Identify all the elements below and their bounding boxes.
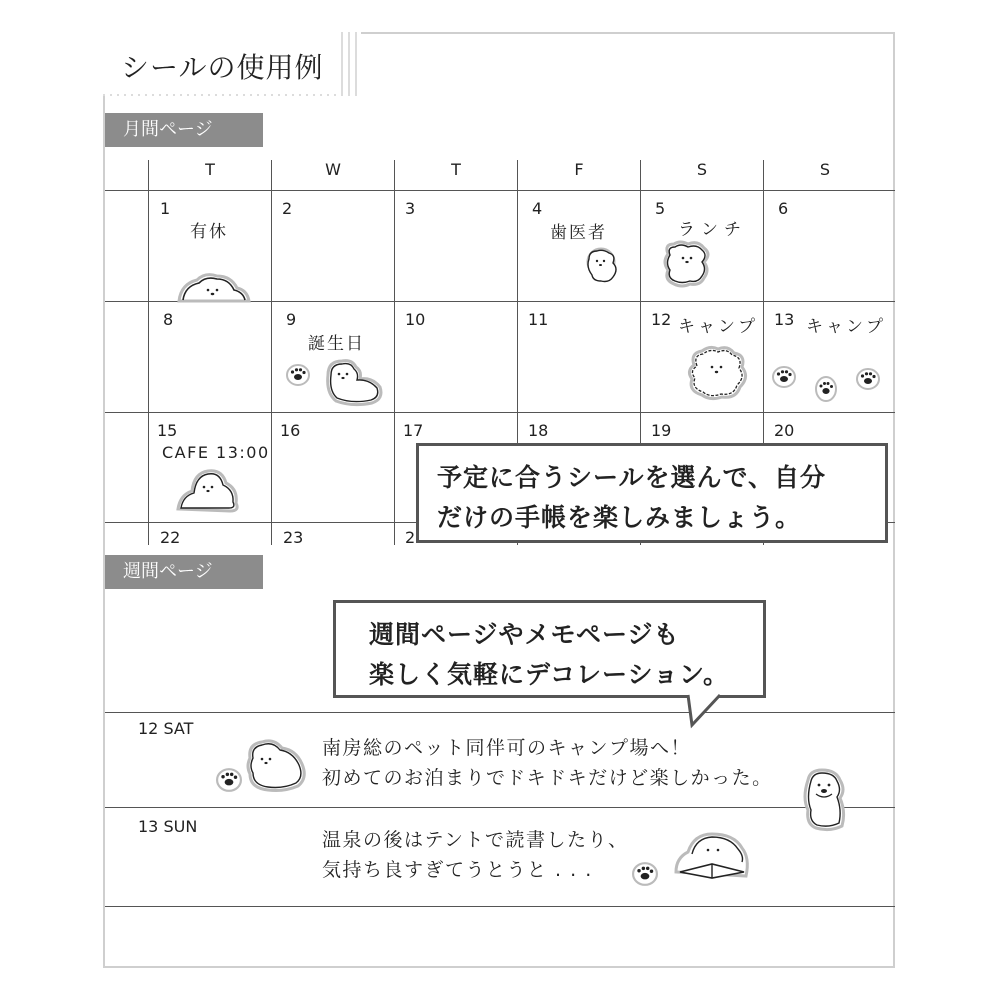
calendar-date: 15: [157, 421, 178, 440]
paw-icon: [286, 364, 310, 386]
dog-lying-sticker: [175, 270, 255, 304]
calendar-note: キャンプ: [678, 317, 758, 337]
calendar-date: 6: [778, 199, 789, 218]
diary-line: 温泉の後はテントで読書したり、: [322, 829, 629, 851]
poodle-sticker: [660, 240, 714, 288]
diary-entry: [322, 733, 773, 793]
calendar-date: 16: [280, 421, 301, 440]
calendar-note: 歯医者: [550, 223, 607, 243]
day-header: T: [451, 160, 461, 179]
monthly-section-label: 月間ページ: [105, 113, 263, 147]
title-banner: [103, 32, 361, 96]
paw-icon: [632, 862, 658, 886]
calendar-date: 22: [160, 528, 181, 544]
calendar-date: 4: [532, 199, 543, 218]
paw-icon: [216, 768, 242, 792]
calendar-date: 17: [403, 421, 424, 440]
callout-tail: [684, 693, 724, 729]
calendar-date: 12: [651, 310, 672, 329]
callout-line: 予定に合うシールを選んで、自分: [437, 463, 827, 492]
diary-line: 南房総のペット同伴可のキャンプ場へ！: [322, 737, 692, 759]
calendar-date: 2: [405, 528, 416, 544]
calendar-date: 11: [528, 310, 549, 329]
calendar-date: 18: [528, 421, 549, 440]
calendar-note: CAFE 13:00: [162, 443, 270, 462]
day-header: T: [205, 160, 215, 179]
dog-lying-sticker: [174, 465, 244, 515]
weekly-callout: [333, 600, 766, 698]
calendar-date: 19: [651, 421, 672, 440]
schnauzer-sticker: [800, 768, 848, 832]
day-header: F: [574, 160, 584, 179]
poodle-sticker: [244, 738, 308, 794]
calendar-note: 有休: [190, 222, 228, 242]
calendar-note: キャンプ: [806, 317, 886, 337]
calendar-date: 1: [160, 199, 171, 218]
paw-icon: [815, 376, 837, 402]
dog-sitting-sticker: [322, 357, 386, 407]
day-header: W: [325, 160, 341, 179]
monthly-callout: [416, 443, 888, 543]
callout-line: 楽しく気軽にデコレーション。: [369, 660, 730, 689]
diary-line: 気持ち良すぎてうとうと . . .: [322, 859, 593, 881]
weekday-label: 13 SUN: [138, 817, 198, 836]
day-header: S: [696, 160, 708, 179]
weekly-section-label: 週間ページ: [105, 555, 263, 589]
calendar-note: 誕生日: [308, 334, 365, 354]
paw-icon: [772, 366, 796, 388]
dog-sitting-sticker: [583, 247, 623, 285]
paw-icon: [856, 368, 880, 390]
calendar-date: 8: [163, 310, 174, 329]
calendar-date: 13: [774, 310, 795, 329]
calendar-date: 2: [282, 199, 293, 218]
calendar-date: 23: [283, 528, 304, 544]
diary-line: 初めてのお泊まりでドキドキだけど楽しかった。: [322, 767, 773, 789]
day-header: S: [819, 160, 831, 179]
dog-reading-sticker: [672, 828, 752, 880]
weekday-label: 12 SAT: [138, 719, 194, 738]
calendar-date: 9: [286, 310, 297, 329]
calendar-date: 5: [655, 199, 666, 218]
calendar-date: 20: [774, 421, 795, 440]
calendar-date: 10: [405, 310, 426, 329]
callout-line: 週間ページやメモページも: [369, 620, 680, 649]
fluffy-dog-sticker: [684, 345, 750, 401]
calendar-date: 3: [405, 199, 416, 218]
page-title: シールの使用例: [121, 51, 324, 84]
callout-line: だけの手帳を楽しみましょう。: [437, 503, 802, 532]
diary-entry: [322, 825, 629, 885]
calendar-note: ランチ: [678, 220, 747, 240]
